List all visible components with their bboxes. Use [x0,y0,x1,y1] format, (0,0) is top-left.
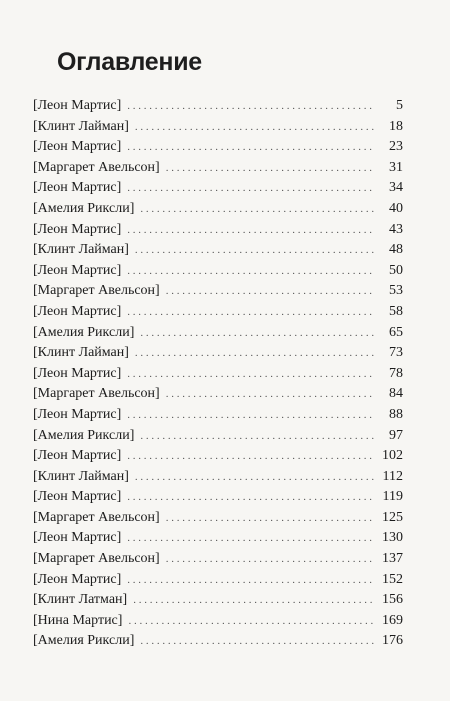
toc-entry-page-number: 40 [389,200,403,216]
toc-entry-page-number: 84 [389,386,403,402]
toc-entry[interactable] [33,364,403,385]
toc-entry[interactable] [33,384,403,405]
toc-entry-title: [Леон Мартис] [33,489,122,505]
toc-entry[interactable] [33,220,403,241]
dot-leader [140,426,375,447]
toc-entry-title: [Леон Мартис] [33,406,122,422]
toc-entry-page-number: 43 [389,221,403,237]
dot-leader [127,570,375,591]
toc-entry-title: [Клинт Лайман] [33,345,129,361]
dot-leader [140,631,375,652]
dot-leader [140,199,375,220]
toc-entry-title: [Амелия Риксли] [33,427,135,443]
toc-entry-page-number: 23 [389,139,403,155]
dot-leader [166,384,375,405]
table-of-contents [33,96,403,652]
dot-leader [166,158,375,179]
dot-leader [166,281,375,302]
dot-leader [127,528,375,549]
toc-entry-title: [Клинт Латман] [33,592,128,608]
toc-entry[interactable] [33,302,403,323]
toc-entry[interactable] [33,426,403,447]
toc-entry-title: [Леон Мартис] [33,98,122,113]
dot-leader [135,343,375,364]
toc-entry[interactable] [33,528,403,549]
toc-entry-page-number: 5 [396,98,403,113]
toc-entry-page-number: 130 [382,530,403,546]
toc-entry[interactable] [33,343,403,364]
toc-entry-title: [Леон Мартис] [33,365,122,381]
toc-entry-title: [Маргарет Авельсон] [33,551,160,567]
toc-entry[interactable] [33,323,403,344]
toc-entry-title: [Маргарет Авельсон] [33,159,160,175]
toc-entry[interactable] [33,405,403,426]
toc-entry-page-number: 119 [382,489,403,505]
dot-leader [127,96,375,117]
toc-entry-page-number: 125 [382,509,403,525]
toc-entry-page-number: 102 [382,448,403,464]
toc-entry-title: [Маргарет Авельсон] [33,283,160,299]
dot-leader [127,220,375,241]
toc-entry-title: [Амелия Риксли] [33,324,135,340]
toc-entry-page-number: 137 [382,551,403,567]
toc-entry-page-number: 31 [389,159,403,175]
toc-entry[interactable] [33,137,403,158]
toc-entry-title: [Маргарет Авельсон] [33,386,160,402]
toc-entry-page-number: 50 [389,262,403,278]
toc-entry[interactable] [33,487,403,508]
toc-entry-page-number: 169 [382,612,403,628]
dot-leader [166,549,375,570]
toc-entry-page-number: 53 [389,283,403,299]
toc-entry-title: [Леон Мартис] [33,180,122,196]
toc-entry[interactable] [33,590,403,611]
toc-entry[interactable] [33,240,403,261]
dot-leader [127,487,375,508]
toc-entry-title: [Клинт Лайман] [33,468,129,484]
toc-entry-title: [Леон Мартис] [33,448,122,464]
toc-entry[interactable] [33,508,403,529]
toc-entry-title: [Амелия Риксли] [33,200,135,216]
dot-leader [133,590,375,611]
toc-entry[interactable] [33,261,403,282]
toc-entry-title: [Амелия Риксли] [33,633,135,649]
toc-entry-page-number: 34 [389,180,403,196]
toc-entry-page-number: 18 [389,118,403,134]
toc-entry-page-number: 112 [382,468,403,484]
dot-leader [127,302,375,323]
toc-entry-title: [Леон Мартис] [33,139,122,155]
toc-entry-title: [Леон Мартис] [33,530,122,546]
toc-entry[interactable] [33,158,403,179]
dot-leader [127,178,375,199]
dot-leader [140,323,375,344]
dot-leader [127,364,375,385]
toc-entry-page-number: 73 [389,345,403,361]
dot-leader [135,240,375,261]
toc-entry-page-number: 48 [389,242,403,258]
toc-entry-page-number: 156 [382,592,403,608]
toc-entry-page-number: 65 [389,324,403,340]
dot-leader [127,137,375,158]
toc-entry-title: [Леон Мартис] [33,303,122,319]
toc-entry[interactable] [33,178,403,199]
toc-entry[interactable] [33,549,403,570]
toc-entry-title: [Леон Мартис] [33,262,122,278]
toc-entry-page-number: 78 [389,365,403,381]
dot-leader [135,117,375,138]
dot-leader [127,446,375,467]
toc-entry-page-number: 58 [389,303,403,319]
toc-entry[interactable] [33,631,403,652]
dot-leader [135,467,375,488]
page-title: Оглавление [57,48,202,76]
toc-entry[interactable] [33,117,403,138]
toc-entry[interactable] [33,281,403,302]
toc-entry-page-number: 176 [382,633,403,649]
toc-entry-title: [Маргарет Авельсон] [33,509,160,525]
toc-entry-page-number: 88 [389,406,403,422]
toc-entry-page-number: 97 [389,427,403,443]
toc-entry-page-number: 152 [382,571,403,587]
toc-entry[interactable] [33,611,403,632]
toc-entry[interactable] [33,199,403,220]
toc-entry-title: [Нина Мартис] [33,612,123,628]
toc-entry-title: [Леон Мартис] [33,221,122,237]
toc-entry[interactable] [33,570,403,591]
toc-entry-title: [Клинт Лайман] [33,118,129,134]
toc-entry[interactable] [33,446,403,467]
dot-leader [127,405,375,426]
dot-leader [127,261,375,282]
dot-leader [128,611,375,632]
toc-entry[interactable] [33,96,403,117]
toc-entry[interactable] [33,467,403,488]
toc-entry-title: [Клинт Лайман] [33,242,129,258]
toc-entry-title: [Леон Мартис] [33,571,122,587]
dot-leader [166,508,375,529]
